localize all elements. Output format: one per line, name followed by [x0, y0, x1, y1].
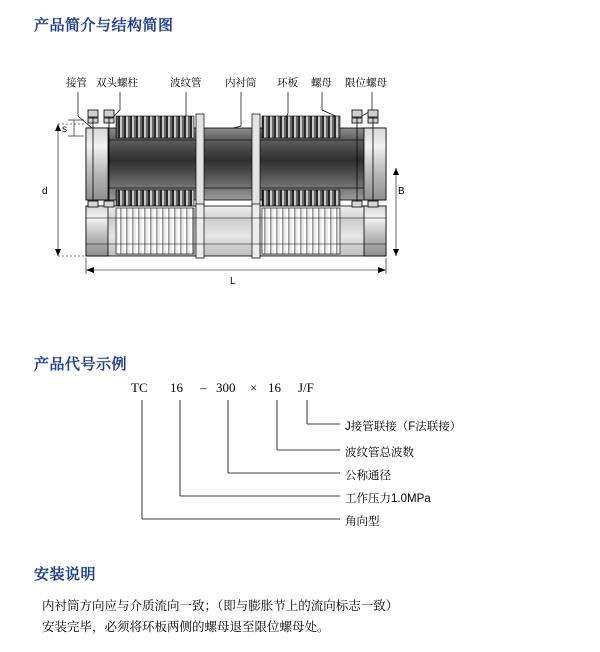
code-desc-dn: 公称通径 [345, 470, 391, 482]
code-part-waves: 16 [268, 380, 281, 395]
dim-s: s [62, 124, 67, 135]
section-title-install: 安装说明 [34, 566, 97, 583]
code-leader-lines [142, 400, 340, 519]
installation-notes [42, 596, 562, 638]
install-note-2: 安装完毕，必须将环板两侧的螺母退至限位螺母处。 [42, 620, 330, 634]
section-title-code: 产品代号示例 [34, 356, 128, 373]
callout-label-1: 双头螺柱 [96, 77, 138, 89]
section-title-structure: 产品简介与结构简图 [34, 17, 174, 34]
structure-diagram [0, 58, 600, 298]
code-desc-pressure: 工作压力1.0MPa [345, 493, 431, 505]
code-part-pressure: 16 [170, 380, 183, 395]
callout-label-0: 接管 [66, 77, 87, 89]
code-part-dn: 300 [216, 380, 236, 395]
callout-label-4: 环板 [277, 77, 298, 89]
dim-d: d [42, 186, 48, 197]
code-part-dash: – [200, 380, 207, 395]
callout-label-3: 内衬筒 [225, 77, 257, 89]
callout-label-6: 限位螺母 [345, 77, 387, 89]
code-desc-joint: J接管联接（F法联接） [345, 421, 462, 433]
callout-label-2: 波纹管 [170, 77, 202, 89]
dim-B: B [398, 186, 405, 197]
dim-L: L [230, 276, 236, 287]
code-part-times: × [250, 380, 258, 395]
code-desc-type: 角向型 [345, 516, 380, 528]
code-part-type: TC [131, 380, 148, 395]
product-code-figure [0, 378, 600, 548]
code-desc-waves: 波纹管总波数 [345, 447, 414, 459]
install-note-1: 内衬筒方向应与介质流向一致；（即与膨胀节上的流向标志一致） [42, 599, 399, 613]
code-part-joint: J/F [298, 380, 314, 395]
callout-label-5: 螺母 [311, 77, 332, 89]
